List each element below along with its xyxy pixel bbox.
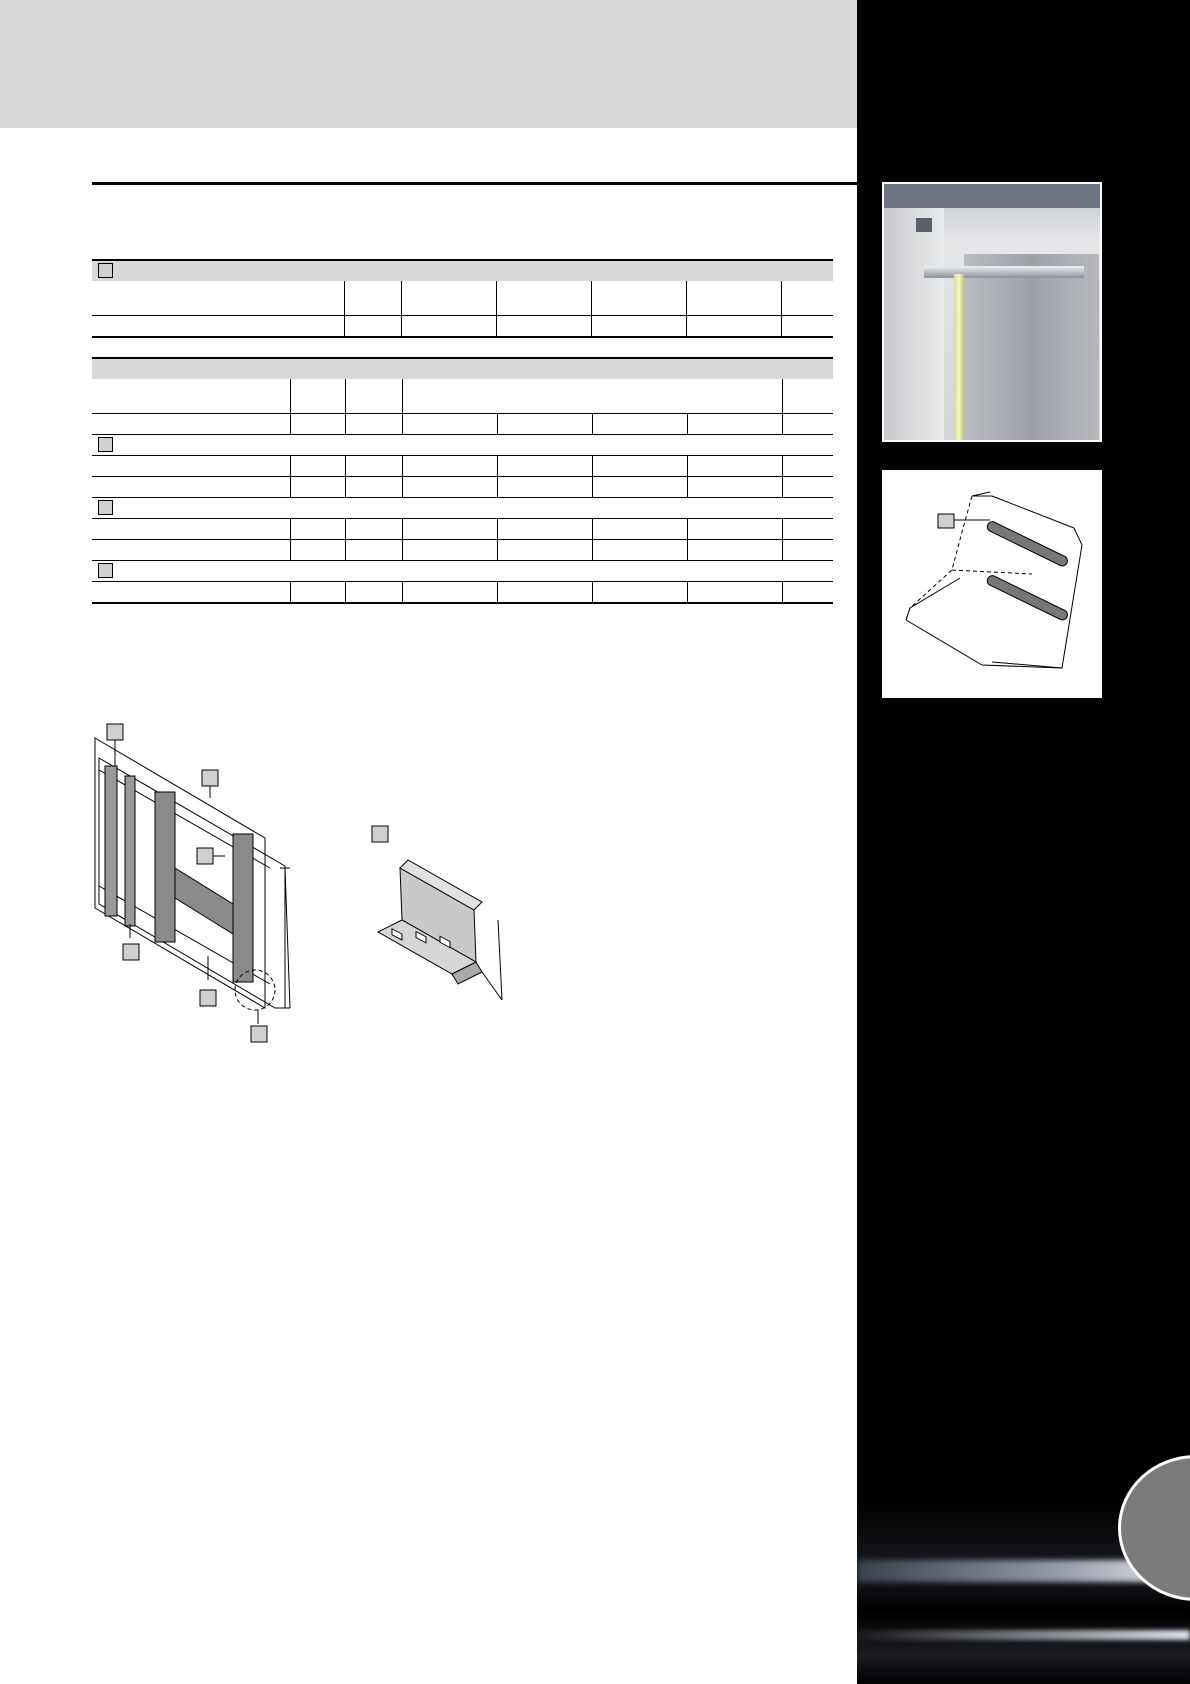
mounting-frame-diagram: [85, 718, 305, 1048]
key-box-icon: [202, 770, 218, 786]
key-box-icon: [197, 848, 213, 864]
key-box-icon: [107, 724, 123, 740]
key-box-icon: [123, 944, 139, 960]
table-row: [92, 414, 833, 435]
table-subgroup: [92, 498, 833, 519]
table-row: [92, 582, 833, 604]
spec-table-main: [92, 357, 833, 604]
table-header-row: [92, 281, 833, 316]
table-group-header: [92, 358, 833, 379]
table-row: [92, 540, 833, 561]
mounting-rail-photo: [882, 182, 1102, 442]
photo-panel: [964, 254, 1099, 442]
key-box-icon: [98, 437, 113, 452]
table-row: [92, 316, 833, 338]
key-box-icon: [251, 1026, 267, 1042]
header-band: [0, 0, 857, 128]
table-subgroup: [92, 435, 833, 456]
key-box-icon: [938, 514, 954, 528]
photo-rail: [924, 266, 1084, 278]
key-box-icon: [98, 263, 113, 278]
sloped-enclosure-diagram: [882, 470, 1102, 698]
table-row: [92, 519, 833, 540]
table-row: [92, 477, 833, 498]
sidebar-light-streak: [857, 1630, 1190, 1640]
key-box-icon: [98, 563, 113, 578]
table-subgroup: [92, 561, 833, 582]
photo-bracket: [916, 218, 932, 232]
title-rule: [92, 182, 857, 185]
key-box-icon: [200, 990, 216, 1006]
table-header-row: [92, 379, 833, 414]
photo-post: [954, 274, 964, 442]
table-row: [92, 456, 833, 477]
rail-profile-diagram: [368, 822, 518, 1012]
key-box-icon: [98, 500, 113, 515]
table-group-header: [92, 260, 833, 281]
key-box-icon: [372, 826, 388, 842]
photo-wall: [884, 208, 944, 442]
spec-table-top: [92, 259, 833, 338]
